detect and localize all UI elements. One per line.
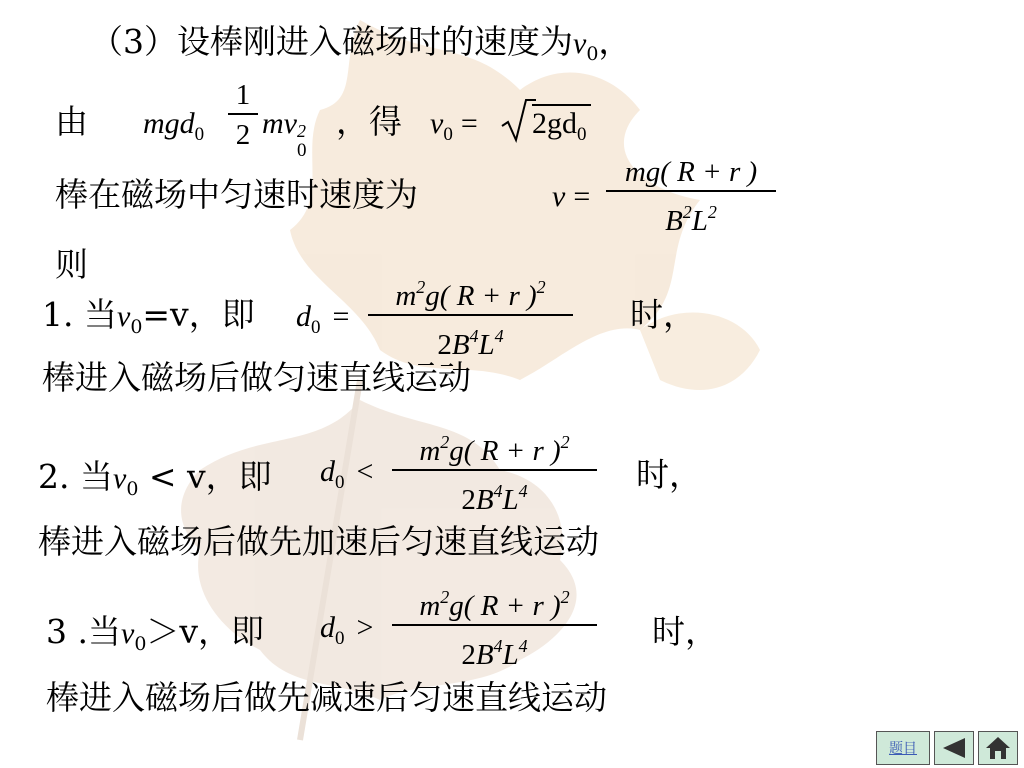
c3-den-B-sup: 4 (493, 636, 503, 656)
back-to-question-button[interactable] (876, 731, 930, 765)
v0-eq: = (460, 107, 478, 140)
half-num: 1 (235, 79, 251, 111)
case3-fraction (392, 580, 597, 672)
case3-d: d (320, 611, 335, 644)
case2-desc: 棒进入磁场后做先加速后匀速直线运动 (38, 522, 599, 561)
c1-num-m-sup: 2 (416, 277, 426, 297)
v0-sub: 0 (443, 124, 453, 145)
energy-rhs (262, 104, 311, 161)
v-symbol: v (552, 180, 566, 213)
c1-num-rest: g( R + r ) (425, 280, 537, 312)
de-label: ，得 (336, 102, 402, 141)
c3-den-L-sup: 4 (518, 636, 528, 656)
sqrt-sign (500, 96, 536, 146)
case2-sub: 0 (126, 478, 139, 500)
lhs-sub: 0 (194, 124, 205, 145)
case1-d0 (296, 297, 349, 348)
case3-shi: 时， (652, 612, 718, 651)
v-equals: = (573, 180, 591, 213)
c3-den-L: L (502, 639, 519, 671)
case1-sub: 0 (130, 316, 143, 338)
case2-fraction (392, 425, 597, 517)
c1-bar (368, 314, 573, 316)
case3-desc: 棒进入磁场后做先减速后匀速直线运动 (46, 678, 607, 717)
case3-sub: 0 (134, 633, 147, 655)
intro-v: v (573, 27, 587, 60)
speed-num: mg( R + r ) (624, 156, 758, 188)
case3-rel: > (356, 611, 374, 644)
case1-fraction (368, 270, 573, 362)
rhs-mv: mv (262, 107, 297, 140)
c2-num-sup: 2 (560, 432, 570, 452)
rhs-sup: 2 (296, 121, 306, 141)
case1-condition (42, 295, 255, 347)
c1-den-2: 2 (437, 329, 452, 361)
sqrt-text: 2gd (532, 107, 577, 140)
case2-rest: < v，即 (138, 457, 272, 496)
you-label: 由 (55, 102, 88, 141)
c3-num-m: m (419, 590, 441, 622)
half-fraction (228, 78, 258, 152)
case2-shi: 时， (636, 455, 702, 494)
half-bar (228, 113, 258, 115)
c3-num-sup: 2 (560, 587, 570, 607)
c3-num-rest: g( R + r ) (449, 590, 561, 622)
v0-v: v (430, 107, 444, 140)
speed-den-B: B (665, 205, 683, 237)
c2-den-B-sup: 4 (493, 481, 503, 501)
case2-d-sub: 0 (335, 472, 345, 493)
c1-den-B: B (451, 329, 470, 361)
speed-den-L: L (691, 205, 708, 237)
c1-den-L-sup: 4 (494, 326, 504, 346)
c1-num-m: m (395, 280, 417, 312)
c2-den-B: B (475, 484, 494, 516)
case3-rest: ＞v，即 (146, 612, 265, 651)
speed-fraction (606, 155, 776, 238)
case2-d0 (320, 452, 373, 503)
intro-line (90, 22, 631, 74)
c2-num-m: m (419, 435, 441, 467)
sqrt-body (532, 104, 591, 153)
rhs-sub: 0 (296, 140, 307, 161)
case1-rel: = (332, 300, 350, 333)
home-button[interactable] (978, 731, 1018, 765)
c3-num-m-sup: 2 (440, 587, 450, 607)
energy-lhs (143, 104, 204, 155)
c1-den-L: L (478, 329, 495, 361)
case1-d-sub: 0 (311, 317, 321, 338)
intro-comma: ， (598, 22, 632, 61)
v0-expr (430, 104, 486, 155)
intro-sub: 0 (586, 43, 599, 65)
c1-den-B-sup: 4 (469, 326, 479, 346)
case2-rel: < (356, 455, 374, 488)
case1-v0: v (116, 300, 131, 333)
case3-label: 3 .当 (46, 612, 121, 651)
c2-bar (392, 469, 597, 471)
c1-num-sup: 2 (536, 277, 546, 297)
case1-shi: 时， (630, 295, 696, 334)
case3-d0 (320, 608, 373, 659)
half-den: 2 (235, 119, 251, 151)
slide-nav-bar (876, 730, 1022, 766)
case2-condition (38, 457, 272, 509)
case2-label: 2. 当 (38, 457, 113, 496)
uniform-speed-text: 棒在磁场中匀速时速度为 (55, 175, 418, 214)
triangle-left-icon (941, 736, 967, 760)
c2-den-2: 2 (461, 484, 476, 516)
lhs-mgd: mgd (143, 107, 195, 140)
c2-den-L: L (502, 484, 519, 516)
case1-d: d (296, 300, 311, 333)
case1-rest: =v，即 (142, 295, 255, 334)
back-label: 题目 (889, 740, 917, 756)
c2-den-L-sup: 4 (518, 481, 528, 501)
ze-label: 则 (55, 245, 88, 284)
c2-num-rest: g( R + r ) (449, 435, 561, 467)
case1-desc: 棒进入磁场后做匀速直线运动 (42, 358, 471, 397)
intro-text: （3）设棒刚进入磁场时的速度为 (90, 22, 573, 61)
case3-v0: v (120, 617, 135, 650)
speed-bar (606, 190, 776, 192)
c3-den-B: B (475, 639, 494, 671)
case2-v0: v (112, 462, 127, 495)
c3-den-2: 2 (461, 639, 476, 671)
case3-condition (46, 612, 264, 664)
case1-label: 1. 当 (42, 295, 117, 334)
speed-den-L-sup: 2 (707, 202, 717, 222)
c3-bar (392, 624, 597, 626)
c2-num-m-sup: 2 (440, 432, 450, 452)
case3-d-sub: 0 (335, 628, 345, 649)
previous-slide-button[interactable] (934, 731, 974, 765)
v-eq (552, 177, 590, 217)
speed-den-B-sup: 2 (682, 202, 692, 222)
sqrt-sub: 0 (577, 124, 587, 145)
home-icon (984, 735, 1012, 761)
case2-d: d (320, 455, 335, 488)
